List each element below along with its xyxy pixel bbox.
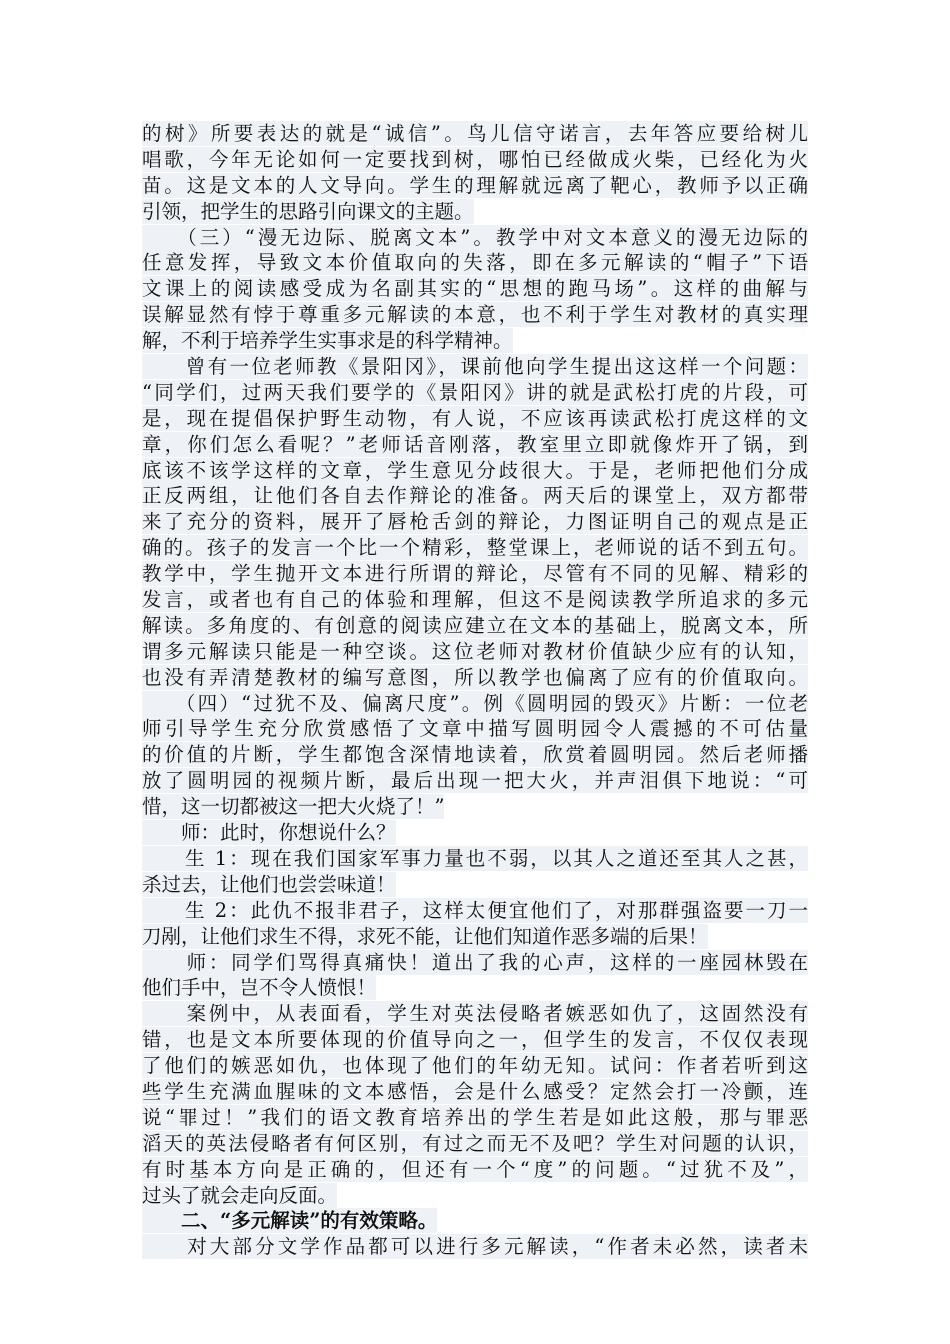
- text-line-content: 师引导学生充分欣赏感悟了文章中描写圆明园令人震撼的不可估量: [142, 717, 808, 741]
- text-line-content: 滔天的英法侵略者有何区别，有过之而无不及吧？学生对问题的认识，: [142, 1131, 808, 1155]
- text-line-content: 错，也是文本所要体现的价值导向之一，但学生的发言，不仅仅表现: [142, 1028, 808, 1052]
- text-line: [142, 587, 808, 613]
- text-line-content: 唱歌，今年无论如何一定要找到树，哪怕已经做成火柴，已经化为火: [142, 147, 808, 171]
- text-line: [142, 199, 808, 225]
- text-line-content: 生 1：现在我们国家军事力量也不弱，以其人之道还至其人之甚，: [142, 846, 808, 870]
- text-line: [142, 768, 808, 794]
- text-line-content: 杀过去，让他们也尝尝味道！: [142, 872, 396, 896]
- text-line-content: 些学生充满血腥味的文本感悟，会是什么感受？定然会打一冷颤，连: [142, 1079, 808, 1103]
- text-line: [142, 691, 808, 717]
- text-line-content: “同学们，过两天我们要学的《景阳冈》讲的就是武松打虎的片段，可: [142, 380, 808, 404]
- text-line-content: 师：此时，你想说什么？: [142, 821, 396, 845]
- text-line: [142, 950, 808, 976]
- text-line: [142, 639, 808, 665]
- text-line-content: 对大部分文学作品都可以进行多元解读，“作者未必然，读者未: [142, 1235, 808, 1259]
- text-line-content: 放了圆明园的视频片断，最后出现一把大火，并声泪俱下地说：“可: [142, 769, 808, 793]
- text-line-content: 确的。孩子的发言一个比一个精彩，整堂课上，老师说的话不到五句。: [142, 536, 808, 560]
- text-line-content: 引领，把学生的思路引向课文的主题。: [142, 199, 474, 223]
- text-line-content: 谓多元解读只能是一种空谈。这位老师对教材价值缺少应有的认知，: [142, 639, 808, 663]
- text-line: [142, 147, 808, 173]
- text-line-content: 有时基本方向是正确的，但还有一个“度”的问题。“过犹不及”，: [142, 1157, 808, 1181]
- text-line: [142, 483, 808, 509]
- text-line-content: 惜，这一切都被这一把大火烧了！”: [142, 795, 445, 819]
- text-line: [142, 1234, 808, 1260]
- text-line: [142, 121, 808, 147]
- text-line-content: 刀剐，让他们求生不得，求死不能，让他们知道作恶多端的后果！: [142, 924, 708, 948]
- text-line: [142, 794, 808, 820]
- text-line-content: 解，不利于培养学生实事求是的科学精神。: [142, 329, 513, 353]
- text-line-content: 了他们的嫉恶如仇，也体现了他们的年幼无知。试问：作者若听到这: [142, 1054, 808, 1078]
- text-line: [142, 1079, 808, 1105]
- text-line-content: 解读。多角度的、有创意的阅读应建立在文本的基础上，脱离文本，所: [142, 613, 808, 637]
- document-body: [142, 121, 808, 1260]
- text-line-content: 苗。这是文本的人文导向。学生的理解就远离了靶心，教师予以正确: [142, 173, 808, 197]
- text-line-content: 他们手中，岂不令人愤恨！: [142, 976, 377, 1000]
- text-line: [142, 250, 808, 276]
- text-line: [142, 665, 808, 691]
- text-line: [142, 924, 808, 950]
- text-line: [142, 872, 808, 898]
- text-line: [142, 742, 808, 768]
- text-line-content: 曾有一位老师教《景阳冈》，课前他向学生提出这这样一个问题：: [142, 355, 808, 379]
- text-line: [142, 458, 808, 484]
- text-line-content: 底该不该学这样的文章，学生意见分歧很大。于是，老师把他们分成: [142, 458, 808, 482]
- text-line-content: 文课上的阅读感受成为名副其实的“思想的跑马场”。这样的曲解与: [142, 277, 808, 301]
- text-line: [142, 302, 808, 328]
- text-line: [142, 846, 808, 872]
- text-line-content: 二、“多元解读”的有效策略。: [142, 1209, 438, 1233]
- text-line-content: 也没有弄清楚教材的编写意图，所以教学也偏离了应有的价值取向。: [142, 665, 808, 689]
- text-line-content: 误解显然有悖于尊重多元解读的本意，也不利于学生对教材的真实理: [142, 303, 808, 327]
- text-line: [142, 1105, 808, 1131]
- text-line: [142, 225, 808, 251]
- text-line-content: 案例中，从表面看，学生对英法侵略者嫉恶如仇了，这固然没有: [142, 1002, 808, 1026]
- text-line: [142, 354, 808, 380]
- text-line-content: 任意发挥，导致文本价值取向的失落，即在多元解读的“帽子”下语: [142, 251, 808, 275]
- text-line-content: 是，现在提倡保护野生动物，有人说，不应该再读武松打虎这样的文: [142, 406, 808, 430]
- text-line-content: 章，你们怎么看呢？”老师话音刚落，教室里立即就像炸开了锅，到: [142, 432, 808, 456]
- text-line: [142, 380, 808, 406]
- text-line: [142, 173, 808, 199]
- text-line: [142, 432, 808, 458]
- text-line: [142, 328, 808, 354]
- text-line-content: 生 2：此仇不报非君子，这样太便宜他们了，对那群强盗要一刀一: [142, 898, 808, 922]
- text-line: [142, 535, 808, 561]
- text-line: [142, 509, 808, 535]
- text-line: [142, 820, 808, 846]
- text-line-content: 发言，或者也有自己的体验和理解，但这不是阅读教学所追求的多元: [142, 588, 808, 612]
- text-line-content: 教学中，学生抛开文本进行所谓的辩论，尽管有不同的见解、精彩的: [142, 562, 808, 586]
- text-line-content: 过头了就会走向反面。: [142, 1183, 338, 1207]
- text-line-content: 的树》所要表达的就是“诚信”。鸟儿信守诺言，去年答应要给树儿: [142, 122, 808, 145]
- text-line: [142, 1183, 808, 1209]
- text-line-content: 师：同学们骂得真痛快！道出了我的心声，这样的一座园林毁在: [142, 950, 808, 974]
- text-line: [142, 975, 808, 1001]
- text-line: [142, 1157, 808, 1183]
- text-line-content: （四）“过犹不及、偏离尺度”。例《圆明园的毁灭》片断：一位老: [142, 691, 808, 715]
- text-line: [142, 406, 808, 432]
- text-line: [142, 561, 808, 587]
- section-heading-line: [142, 1208, 808, 1234]
- text-line: [142, 1001, 808, 1027]
- text-line: [142, 1053, 808, 1079]
- text-line-content: 正反两组，让他们各自去作辩论的准备。两天后的课堂上，双方都带: [142, 484, 808, 508]
- text-line-content: 的价值的片断，学生都饱含深情地读着，欣赏着圆明园。然后老师播: [142, 743, 808, 767]
- text-line-content: 来了充分的资料，展开了唇枪舌剑的辩论，力图证明自己的观点是正: [142, 510, 808, 534]
- text-line: [142, 1131, 808, 1157]
- text-line: [142, 1027, 808, 1053]
- text-line: [142, 613, 808, 639]
- text-line: [142, 716, 808, 742]
- text-line: [142, 898, 808, 924]
- text-line-content: （三）“漫无边际、脱离文本”。教学中对文本意义的漫无边际的: [142, 225, 808, 249]
- text-line-content: 说“罪过！”我们的语文教育培养出的学生若是如此这般，那与罪恶: [142, 1105, 808, 1129]
- text-line: [142, 276, 808, 302]
